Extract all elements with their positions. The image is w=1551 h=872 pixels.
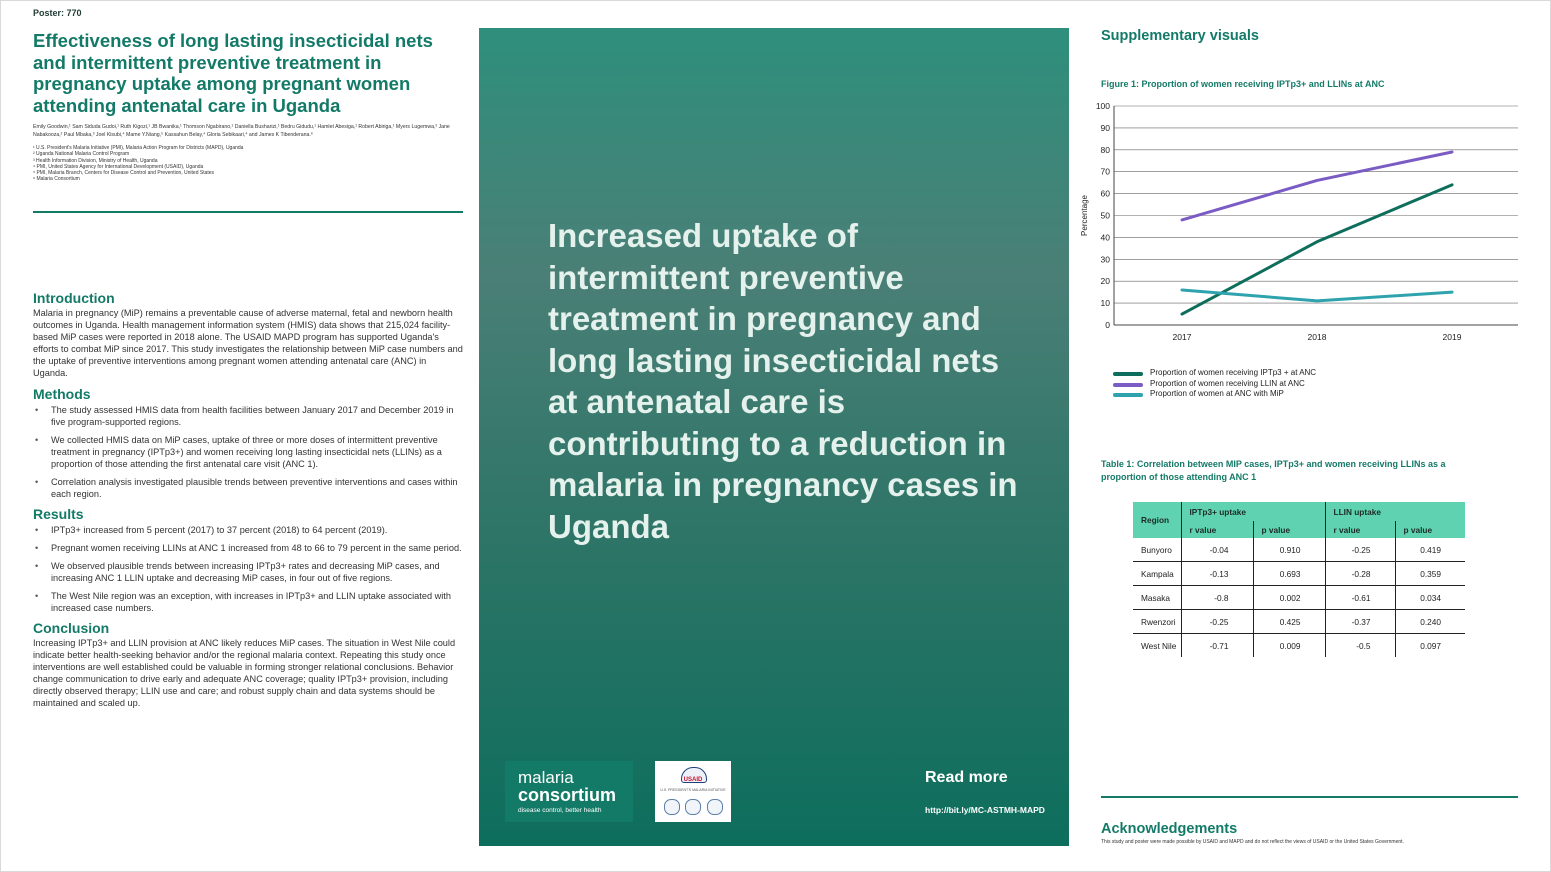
table-row <box>1133 562 1465 586</box>
left-column <box>33 8 463 183</box>
table-cell: 0.097 <box>1395 634 1465 658</box>
series-line <box>1182 152 1452 220</box>
affiliation-item: ⁶ Malaria Consortium <box>33 176 80 183</box>
table-cell: Masaka <box>1133 586 1181 610</box>
table-cell: 0.034 <box>1395 586 1465 610</box>
introduction-text: Malaria in pregnancy (MiP) remains a preventable cause of adverse maternal, fetal and newborn health outcomes in Uganda. Health management information system (HMIS) data shows that 215,024 facility-based MiP cases were reported in 2018 alone. The USAID MAPD program has supported Uganda's efforts to combat MiP since 2017. This study investigates the relationship between MiP case numbers and the uptake of preventive interventions among pregnant women attending antenatal care (ANC) in Uganda. <box>33 308 463 378</box>
list-item: • Pregnant women receiving LLINs at ANC 1 increased from 48 to 66 to 79 percent in the same period. <box>33 542 463 554</box>
affiliation-item: ⁵ PMI, Malaria Branch, Centers for Disease Control and Prevention, United States <box>33 170 215 177</box>
table-caption: Table 1: Correlation between MIP cases, IPTp3+ and women receiving LLINs as a proportion of those attending ANC 1 <box>1101 459 1446 482</box>
table-cell: -0.71 <box>1181 634 1253 658</box>
acknowledgements-text: This study and poster were made possible by USAID and MAPD and do not reflect the views of USAID or the United States Government. <box>1101 839 1404 845</box>
y-tick-label: 50 <box>1100 210 1110 221</box>
chart-legend <box>1113 368 1316 400</box>
key-message-headline: Increased uptake of intermittent preventive treatment in pregnancy and long lasting insecticidal nets at antenatal care is contributing to a reduction in malaria in pregnancy cases in Uganda <box>548 217 1018 545</box>
affiliation-item: ¹ U.S. President's Malaria Initiative (PMI), Malaria Action Program for Districts (MAPD), Uganda <box>33 145 244 151</box>
list-item: • The West Nile region was an exception, with increases in IPTp3+ and LLIN uptake associated with increased case numbers. <box>33 590 463 614</box>
author-list: Emily Goodwin,¹ Sam Siduda Gudoi,¹ Ruth Kigozi,¹ JB Bwanika,¹ Thomson Ngabirano,¹ Daniella Busharizi,¹ Bedru Gidudu,¹ Hamlet Abesiga,¹ Robert Abiriga,¹ Myers Lugemwa,² Jane Nabakooza,² Paul Mbaka,³ Joel Kisubi,⁴ Mame Y.Niang,⁵ Kassahun Belay,⁴ Gloria Sebikaari,⁴ and James K Tibenderana.⁶ <box>33 124 450 138</box>
legend-label: Proportion of women receiving IPTp3 + at ANC <box>1150 368 1317 377</box>
malaria-consortium-logo <box>505 761 633 822</box>
column-header-p: p value <box>1395 521 1465 538</box>
table-cell: -0.61 <box>1325 586 1395 610</box>
affiliation-item: ⁴ PMI, United States Agency for International Development (USAID), Uganda <box>33 163 204 170</box>
table-cell: -0.04 <box>1181 538 1253 562</box>
line-chart <box>1078 96 1528 351</box>
y-tick-label: 40 <box>1100 232 1110 243</box>
table-row <box>1133 538 1465 562</box>
read-more-link[interactable]: http://bit.ly/MC-ASTMH-MAPD <box>925 805 1045 815</box>
table-row <box>1133 586 1465 610</box>
y-tick-label: 60 <box>1100 188 1110 199</box>
column-header-p: p value <box>1253 521 1325 538</box>
poster-number: Poster: 770 <box>33 8 82 18</box>
state-seal-icon <box>707 799 723 815</box>
correlation-table <box>1133 502 1465 657</box>
legend-item <box>1113 379 1316 390</box>
y-tick-label: 10 <box>1100 298 1110 309</box>
conclusion-heading: Conclusion <box>33 620 110 636</box>
poster-title: Effectiveness of long lasting insecticidal nets and intermittent preventive treatment in pregnancy uptake among pregnant women attending antenatal care in Uganda <box>33 30 433 116</box>
table-cell: 0.425 <box>1253 610 1325 634</box>
logo-text: consortium <box>518 785 617 805</box>
table-cell: 0.359 <box>1395 562 1465 586</box>
list-item: • Correlation analysis investigated plausible trends between preventive interventions and cases within each region. <box>33 476 463 500</box>
methods-list <box>33 404 463 500</box>
table-cell: 0.009 <box>1253 634 1325 658</box>
legend-item <box>1113 368 1316 379</box>
table-row <box>1133 610 1465 634</box>
y-tick-label: 70 <box>1100 166 1110 177</box>
list-item: • We collected HMIS data on MiP cases, uptake of three or more doses of intermittent preventive treatment in pregnancy (IPTp3+) and women receiving long lasting insecticidal nets (LLINs) as a proportion of those attending the first antenatal care visit (ANC 1). <box>33 434 463 470</box>
results-heading: Results <box>33 506 84 522</box>
y-tick-label: 100 <box>1095 101 1110 111</box>
table-cell: -0.5 <box>1325 634 1395 658</box>
table-cell: Bunyoro <box>1133 538 1181 562</box>
divider <box>33 211 463 213</box>
column-header-r: r value <box>1181 521 1253 538</box>
legend-label: Proportion of women at ANC with MiP <box>1150 389 1284 398</box>
table-cell: Rwenzori <box>1133 610 1181 634</box>
conclusion-text: Increasing IPTp3+ and LLIN provision at ANC likely reduces MiP cases. The situation in West Nile could indicate better health-seeking behavior and/or the regional malaria context. Repeating this study once interventions are well established could be valuable in forming stronger relational conclusions. Behavior change communication to drive early and adequate ANC coverage; quality IPTp3+ provision, including directly observed therapy; LLIN use and care; and robust supply chain and data systems should be maintained and scaled up. <box>33 638 456 708</box>
y-tick-label: 90 <box>1100 122 1110 133</box>
table-cell: 0.419 <box>1395 538 1465 562</box>
table-cell: 0.240 <box>1395 610 1465 634</box>
affiliations <box>33 145 463 183</box>
divider <box>1101 796 1518 798</box>
column-header-r: r value <box>1325 521 1395 538</box>
x-tick-label: 2018 <box>1307 332 1327 342</box>
column-header-region: Region <box>1133 502 1181 538</box>
table-cell: -0.28 <box>1325 562 1395 586</box>
list-item: • We observed plausible trends between increasing IPTp3+ rates and decreasing MiP cases, and increasing ANC 1 LLIN uptake and decreasing MiP cases, in four out of five regions. <box>33 560 463 584</box>
table-cell: 0.910 <box>1253 538 1325 562</box>
table-row <box>1133 634 1465 658</box>
legend-swatch <box>1113 372 1143 376</box>
figure-caption: Figure 1: Proportion of women receiving IPTp3+ and LLINs at ANC <box>1101 79 1385 89</box>
cdc-logo-icon <box>685 799 701 815</box>
key-message-panel <box>479 28 1069 846</box>
supplementary-heading: Supplementary visuals <box>1101 28 1259 44</box>
table-cell: -0.8 <box>1181 586 1253 610</box>
methods-heading: Methods <box>33 386 91 402</box>
logo-text: malaria <box>518 768 574 787</box>
y-axis-label: Percentage <box>1080 195 1089 236</box>
acknowledgements-heading: Acknowledgements <box>1101 821 1238 837</box>
legend-label: Proportion of women receiving LLIN at ANC <box>1150 378 1305 388</box>
table-cell: -0.13 <box>1181 562 1253 586</box>
y-tick-label: 80 <box>1100 144 1110 155</box>
table-cell: 0.693 <box>1253 562 1325 586</box>
list-item: • IPTp3+ increased from 5 percent (2017) to 37 percent (2018) to 64 percent (2019). <box>33 524 463 536</box>
usaid-pmi-logo <box>655 761 731 822</box>
affiliation-item: ² Uganda National Malaria Control Program <box>33 151 130 158</box>
table-cell: West Nile <box>1141 640 1177 651</box>
y-tick-label: 0 <box>1105 320 1110 330</box>
table-cell: -0.37 <box>1325 610 1395 634</box>
y-tick-label: 20 <box>1100 276 1110 287</box>
logo-text: USAID <box>683 777 703 783</box>
results-list <box>33 524 463 614</box>
introduction-heading: Introduction <box>33 290 115 306</box>
legend-swatch <box>1113 393 1143 397</box>
table-cell: -0.25 <box>1325 538 1395 562</box>
list-item: • The study assessed HMIS data from health facilities between January 2017 and December 2019 in five program-supported regions. <box>33 404 463 428</box>
affiliation-item: ³ Health Information Division, Ministry of Health, Uganda <box>33 157 158 164</box>
table-cell: Kampala <box>1133 562 1181 586</box>
logo-tagline: disease control, better health <box>518 807 602 814</box>
body-sections <box>33 290 463 716</box>
x-tick-label: 2017 <box>1172 332 1192 342</box>
table-cell: 0.002 <box>1253 586 1325 610</box>
legend-item <box>1113 389 1316 400</box>
x-tick-label: 2019 <box>1442 332 1462 342</box>
legend-swatch <box>1113 383 1143 387</box>
y-tick-label: 30 <box>1100 254 1110 265</box>
column-group-iptp: IPTp3+ uptake <box>1181 502 1325 521</box>
read-more-heading: Read more <box>925 769 1008 786</box>
column-group-llin: LLIN uptake <box>1325 502 1465 521</box>
logo-tagline: U.S. PRESIDENT'S MALARIA INITIATIVE <box>660 788 726 792</box>
hhs-seal-icon <box>664 799 680 815</box>
table-cell: -0.25 <box>1181 610 1253 634</box>
